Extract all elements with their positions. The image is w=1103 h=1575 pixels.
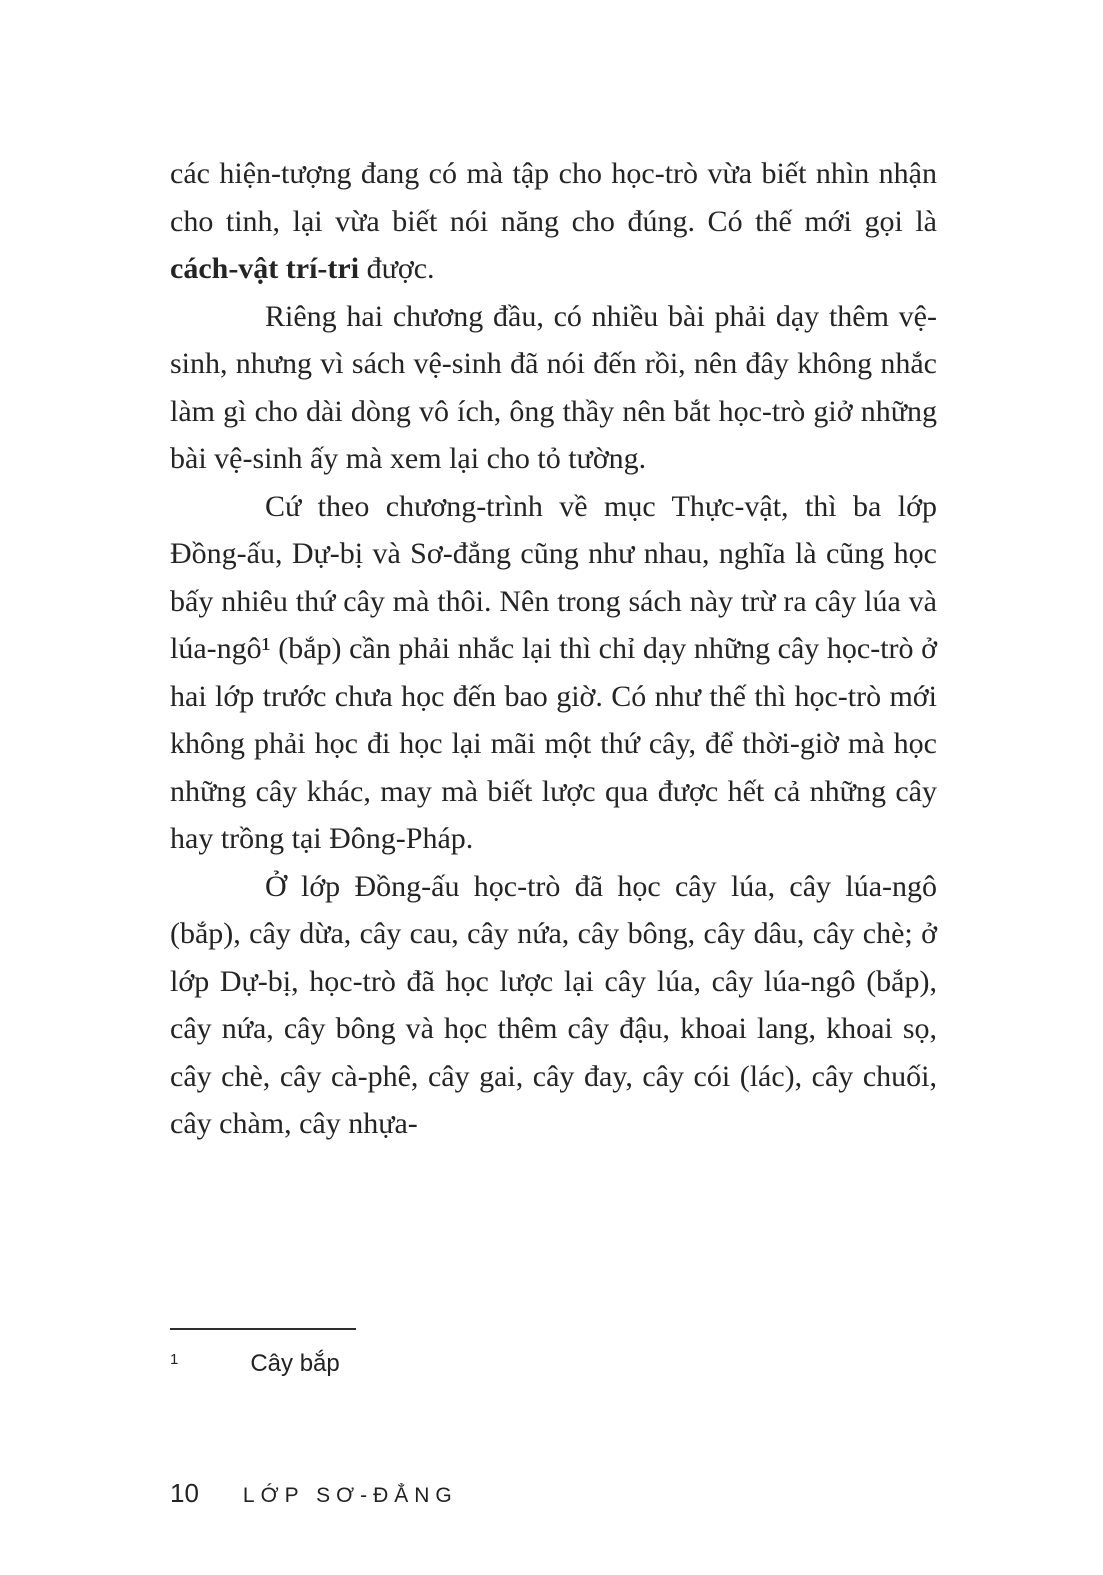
paragraph [170, 150, 937, 293]
body-text [170, 150, 937, 1148]
footnote-marker: 1 [170, 1351, 179, 1368]
paragraph [170, 863, 937, 1148]
running-title: LỚP SƠ-ĐẲNG [242, 1484, 458, 1507]
text-run: Cứ theo chương-trình về mục Thực-vật, thì ba lớp Đồng-ấu, Dự-bị và Sơ-đẳng cũng như nhau, nghĩa là cũng học bấy nhiêu thứ cây mà thôi. Nên trong sách này trừ ra cây lúa và lúa-ngô¹ (bắp) cần phải nhắc lại thì chỉ dạy những cây học-trò ở hai lớp trước chưa học đến bao giờ. Có như thế thì học-trò mới không phải học đi học lại mãi một thứ cây, để thời-giờ mà học những cây khác, may mà biết lược qua được hết cả những cây hay trồng tại Đông-Pháp. [170, 489, 937, 855]
footnote-text: Cây bắp [250, 1350, 340, 1377]
footnote-section [170, 1328, 670, 1378]
text-run: Ở lớp Đồng-ấu học-trò đã học cây lúa, cây lúa-ngô (bắp), cây dừa, cây cau, cây nứa, cây bông, cây dâu, cây chè; ở lớp Dự-bị, học-trò đã học lược lại cây lúa, cây lúa-ngô (bắp), cây nứa, cây bông và học thêm cây đậu, khoai lang, khoai sọ, cây chè, cây cà-phê, cây gai, cây đay, cây cói (lác), cây chuối, cây chàm, cây nhựa- [170, 869, 937, 1140]
page-number: 10 [170, 1478, 199, 1508]
page-footer [170, 1478, 458, 1509]
bold-text-run: cách-vật trí-tri [170, 252, 360, 285]
footnote [170, 1350, 670, 1378]
text-run: Riêng hai chương đầu, có nhiều bài phải dạy thêm vệ-sinh, nhưng vì sách vệ-sinh đã nói đến rồi, nên đây không nhắc làm gì cho dài dòng vô ích, ông thầy nên bắt học-trò giở những bài vệ-sinh ấy mà xem lại cho tỏ tường. [170, 299, 937, 475]
footnote-divider [170, 1328, 356, 1330]
paragraph [170, 293, 937, 483]
paragraph [170, 483, 937, 863]
text-run: được. [359, 252, 435, 285]
text-run: các hiện-tượng đang có mà tập cho học-trò vừa biết nhìn nhận cho tinh, lại vừa biết nói năng cho đúng. Có thế mới gọi là [170, 157, 937, 238]
